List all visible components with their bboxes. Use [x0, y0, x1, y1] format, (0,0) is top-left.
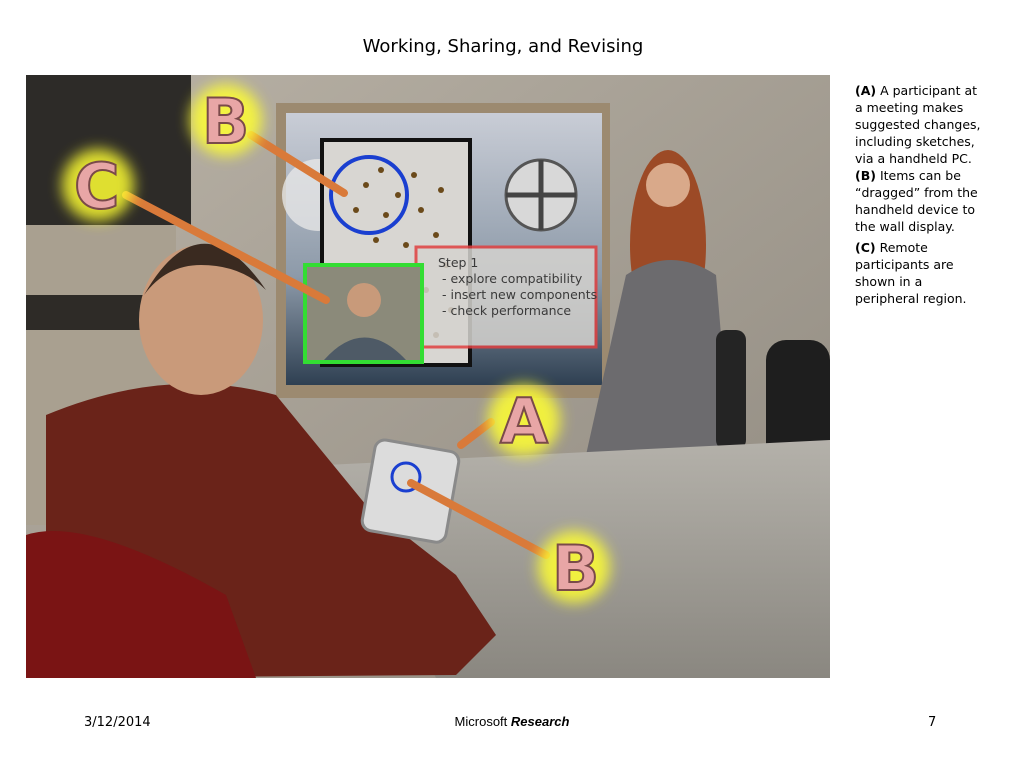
caption-label-c: (C)	[855, 240, 876, 255]
wall-step-heading: Step 1	[438, 255, 479, 270]
caption	[855, 82, 985, 311]
wall-step-item: - check performance	[442, 303, 572, 318]
caption-text-a: A participant at a meeting makes suggested changes, including sketches, via a handheld PC.	[855, 83, 981, 166]
footer-brand	[0, 714, 1024, 729]
wall-step-item: - explore compatibility	[442, 271, 583, 286]
label-b-bottom: B	[552, 532, 600, 605]
page-number: 7	[928, 715, 937, 730]
label-c: C	[74, 150, 120, 223]
standing-woman-face	[646, 163, 690, 207]
meeting-photo	[26, 75, 830, 678]
office-chair-back	[716, 330, 746, 450]
caption-label-b: (B)	[855, 168, 876, 183]
footer-brand-plain: Microsoft	[454, 714, 511, 729]
slide-title: Working, Sharing, and Revising	[362, 36, 644, 57]
caption-paragraph-2	[855, 239, 985, 307]
caption-label-a: (A)	[855, 83, 877, 98]
caption-text-b: Items can be “dragged” from the handheld device to the wall display.	[855, 168, 978, 234]
label-b-top: B	[202, 85, 250, 158]
remote-participant	[347, 283, 381, 317]
caption-paragraph-1	[855, 82, 985, 235]
caption-text-c: Remote participants are shown in a peripheral region.	[855, 240, 967, 306]
wall-step-item: - insert new components	[442, 287, 598, 302]
photo-illustration	[26, 75, 830, 678]
footer-brand-bold: Research	[510, 714, 570, 729]
footer-date: 3/12/2014	[84, 715, 151, 730]
label-a: A	[500, 385, 548, 458]
